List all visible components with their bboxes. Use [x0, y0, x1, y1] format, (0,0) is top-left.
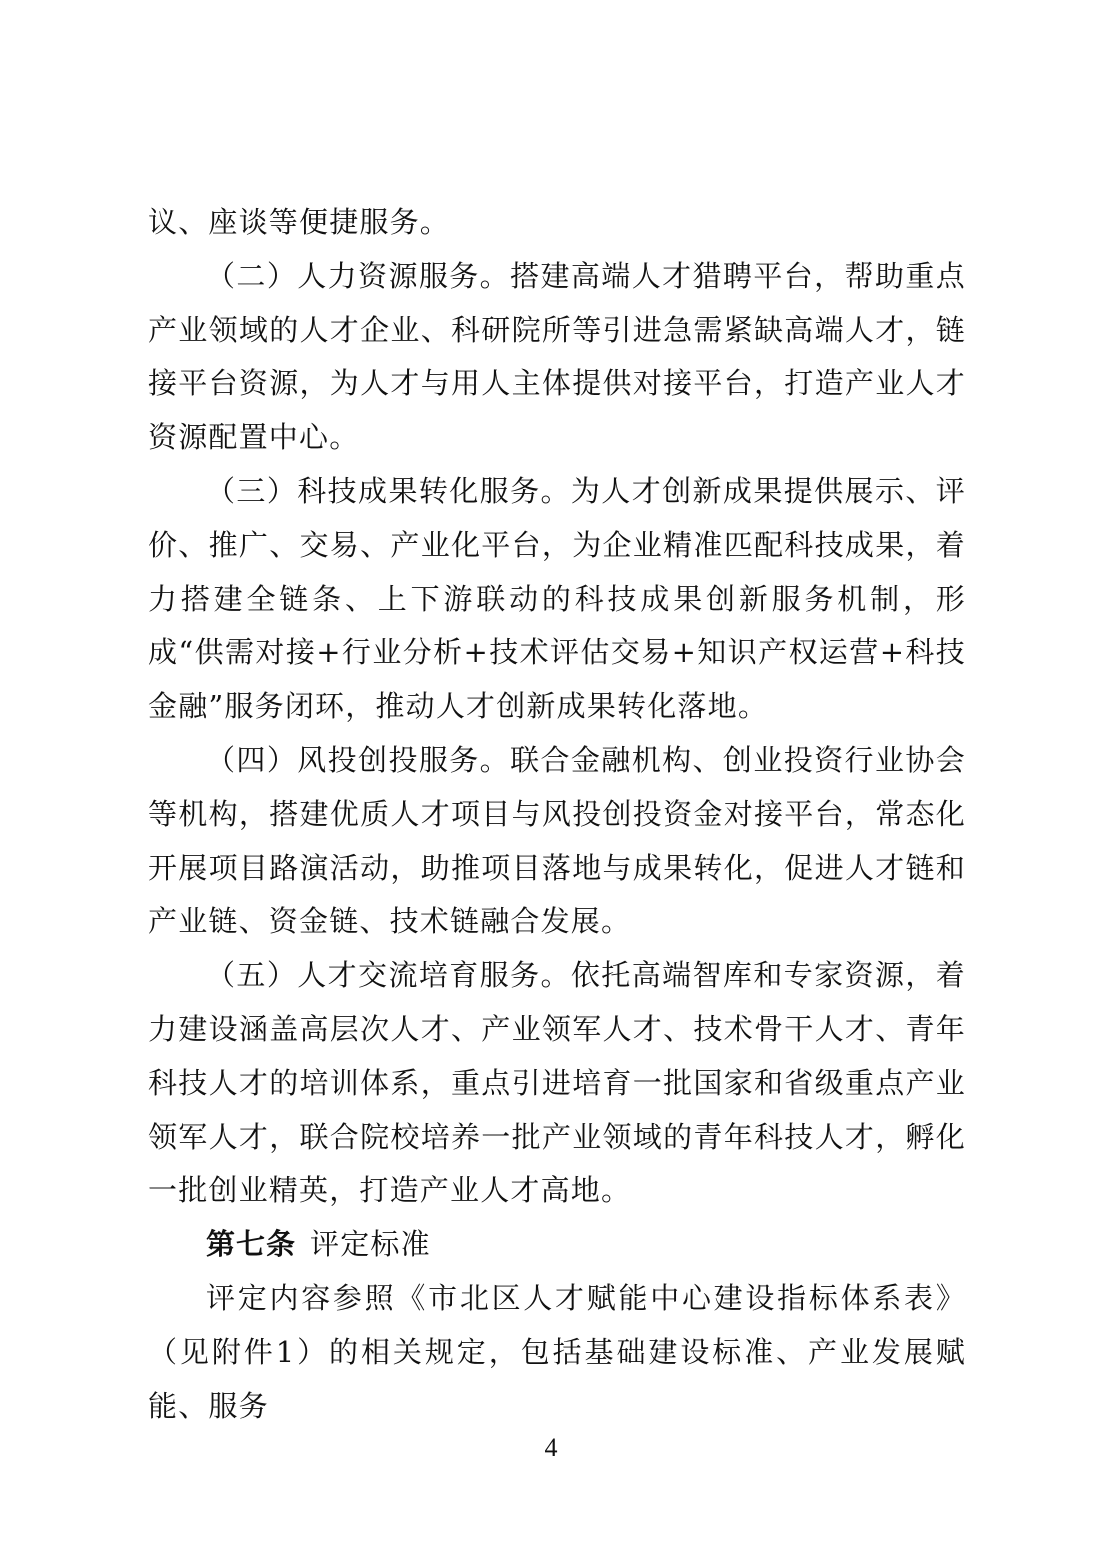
- page-number: 4: [544, 1433, 558, 1462]
- paragraph-continuation: 议、座谈等便捷服务。: [148, 205, 451, 239]
- article-heading: [148, 1218, 966, 1272]
- paragraph-tech-transfer-service: （三）科技成果转化服务。为人才创新成果提供展示、评价、推广、交易、产业化平台，为企业精准匹配科技成果，着力搭建全链条、上下游联动的科技成果创新服务机制，形成“供需对接+行业分析+技术评估交易+知识产权运营+科技金融”服务闭环，推动人才创新成果转化落地。: [148, 473, 966, 724]
- paragraph-evaluation-standard: 评定内容参照《市北区人才赋能中心建设指标体系表》（见附件1）的相关规定，包括基础建设标准、产业发展赋能、服务: [148, 1280, 966, 1423]
- paragraph-talent-training-service: （五）人才交流培育服务。依托高端智库和专家资源，着力建设涵盖高层次人才、产业领军人才、技术骨干人才、青年科技人才的培训体系，重点引进培育一批国家和省级重点产业领军人才，联合院校培养一批产业领域的青年科技人才，孵化一批创业精英，打造产业人才高地。: [148, 958, 966, 1208]
- article-number: 第七条: [206, 1227, 297, 1262]
- article-title: 评定标准: [310, 1227, 431, 1262]
- paragraph-human-resources-service: （二）人力资源服务。搭建高端人才猎聘平台，帮助重点产业领域的人才企业、科研院所等引进急需紧缺高端人才，链接平台资源，为人才与用人主体提供对接平台，打造产业人才资源配置中心。: [148, 258, 966, 455]
- body-text: [148, 196, 966, 1433]
- paragraph-venture-capital-service: （四）风投创投服务。联合金融机构、创业投资行业协会等机构，搭建优质人才项目与风投创投资金对接平台，常态化开展项目路演活动，助推项目落地与成果转化，促进人才链和产业链、资金链、技术链融合发展。: [148, 742, 966, 939]
